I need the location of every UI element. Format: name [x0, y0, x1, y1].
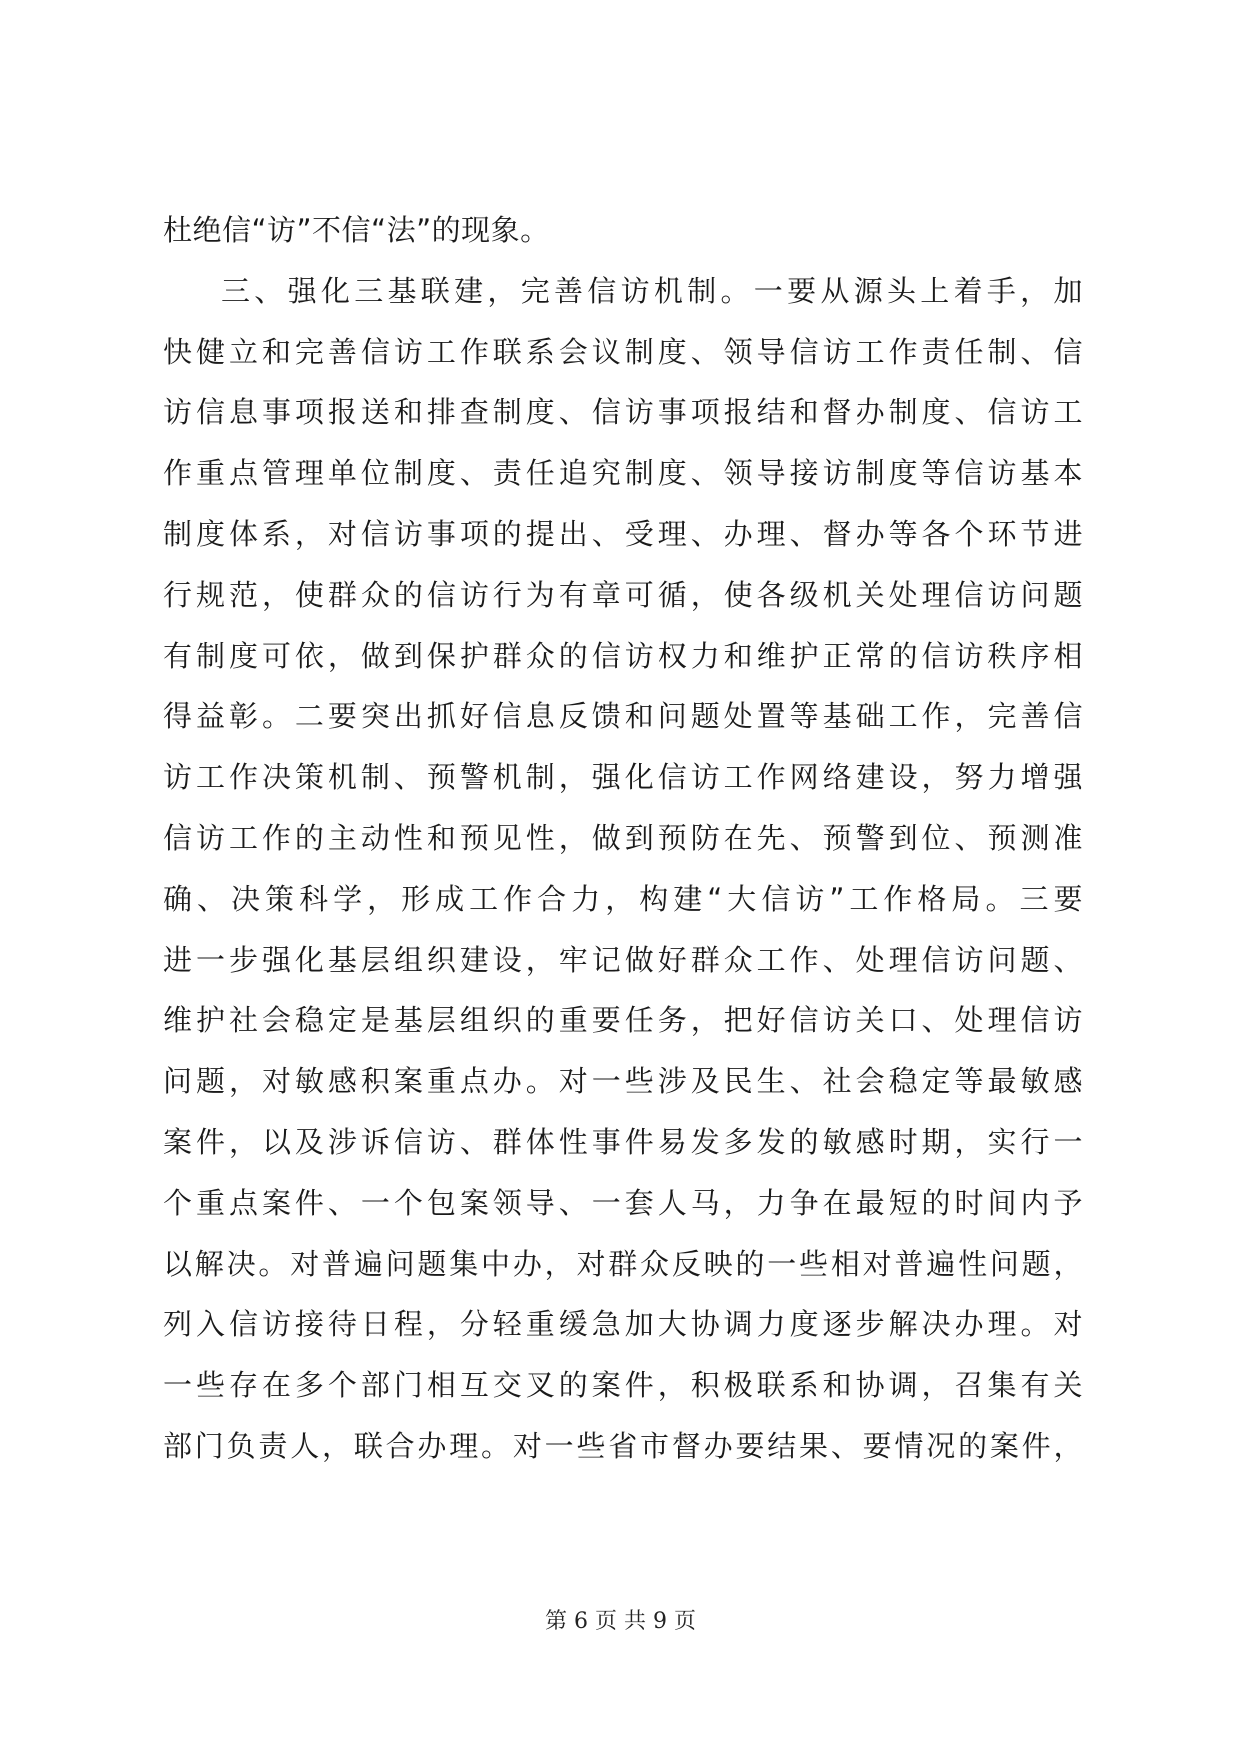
- text-line-10: 访工作决策机制、预警机制，强化信访工作网络建设，努力增强: [163, 760, 1083, 795]
- text-line-9: 得益彰。二要突出抓好信息反馈和问题处置等基础工作，完善信: [163, 699, 1083, 734]
- text-line-7: 行规范，使群众的信访行为有章可循，使各级机关处理信访问题: [163, 577, 1083, 612]
- text-line-2: 三、强化三基联建，完善信访机制。一要从源头上着手，加: [221, 273, 1083, 308]
- text-line-20: 一些存在多个部门相互交叉的案件，积极联系和协调，召集有关: [163, 1368, 1083, 1403]
- text-line-13: 进一步强化基层组织建设，牢记做好群众工作、处理信访问题、: [163, 942, 1083, 977]
- text-line-12: 确、决策科学，形成工作合力，构建“大信访”工作格局。三要: [163, 881, 1083, 916]
- page-number-footer: 第 6 页 共 9 页: [545, 1609, 696, 1634]
- text-line-14: 维护社会稳定是基层组织的重要任务，把好信访关口、处理信访: [163, 1003, 1083, 1038]
- text-line-21: 部门负责人，联合办理。对一些省市督办要结果、要情况的案件，: [163, 1428, 1083, 1463]
- text-line-16: 案件，以及涉诉信访、群体性事件易发多发的敏感时期，实行一: [163, 1124, 1083, 1159]
- text-line-5: 作重点管理单位制度、责任追究制度、领导接访制度等信访基本: [163, 456, 1083, 491]
- text-line-18: 以解决。对普遍问题集中办，对群众反映的一些相对普遍性问题，: [163, 1246, 1083, 1281]
- text-line-6: 制度体系，对信访事项的提出、受理、办理、督办等各个环节进: [163, 516, 1083, 551]
- text-line-11: 信访工作的主动性和预见性，做到预防在先、预警到位、预测准: [163, 820, 1083, 855]
- text-line-1: 杜绝信“访”不信“法”的现象。: [163, 213, 550, 247]
- text-line-4: 访信息事项报送和排查制度、信访事项报结和督办制度、信访工: [163, 395, 1083, 430]
- text-line-3: 快健立和完善信访工作联系会议制度、领导信访工作责任制、信: [163, 334, 1083, 369]
- body-text: [163, 200, 1083, 1477]
- text-line-15: 问题，对敏感积案重点办。对一些涉及民生、社会稳定等最敏感: [163, 1064, 1083, 1099]
- text-line-19: 列入信访接待日程，分轻重缓急加大协调力度逐步解决办理。对: [163, 1307, 1083, 1342]
- text-line-8: 有制度可依，做到保护群众的信访权力和维护正常的信访秩序相: [163, 638, 1083, 673]
- text-line-17: 个重点案件、一个包案领导、一套人马，力争在最短的时间内予: [163, 1185, 1083, 1220]
